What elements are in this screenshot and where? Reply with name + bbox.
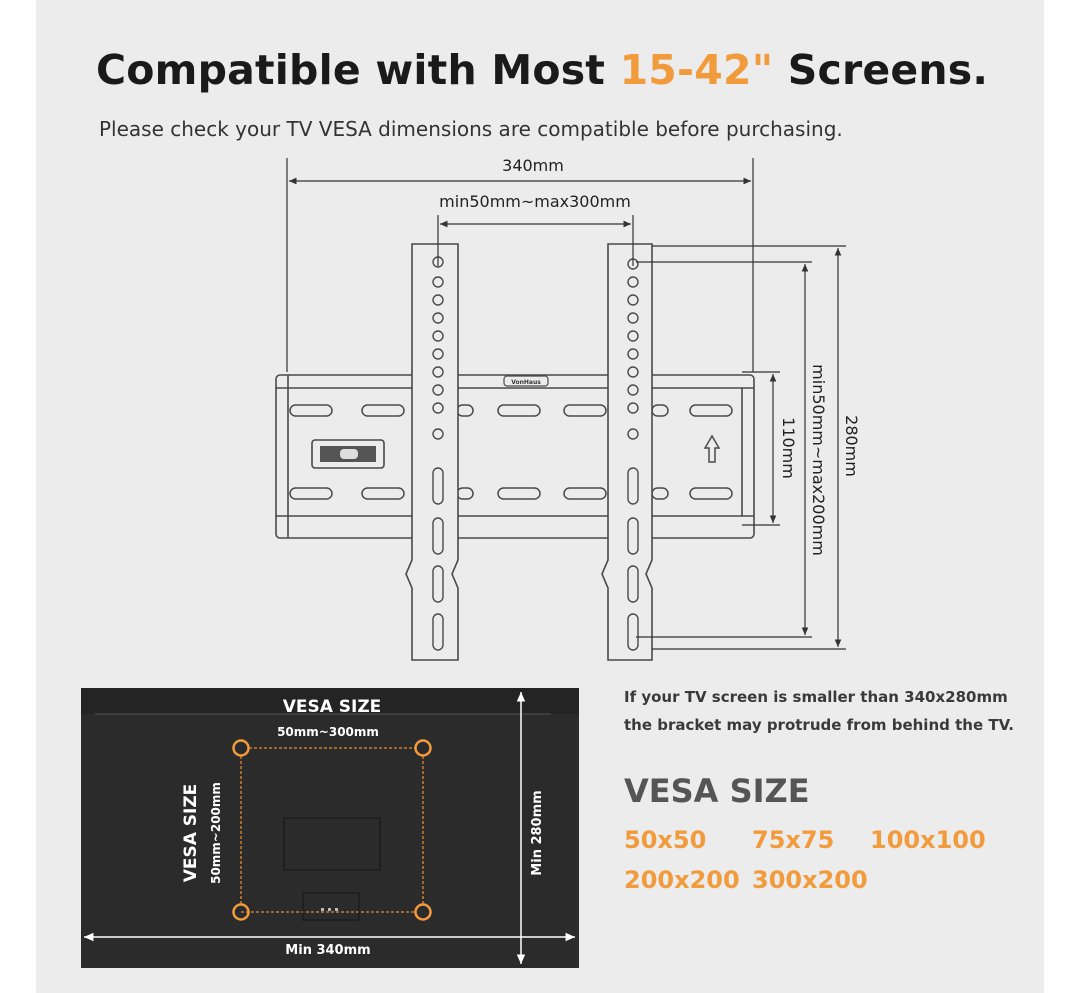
spirit-level-icon (312, 440, 384, 468)
tv-vesa-title: VESA SIZE (282, 697, 382, 717)
vesa-size-item: 75x75 (752, 826, 835, 854)
left-arm (406, 244, 458, 660)
plate-height-label: 110mm (779, 417, 798, 479)
tv-port-dots (321, 908, 338, 911)
plate-slots-top (290, 405, 732, 416)
dimension-lines (287, 158, 846, 649)
note-line-1: If your TV screen is smaller than 340x280mm (624, 688, 1008, 706)
tv-horizontal-range: 50mm~300mm (277, 725, 379, 739)
arm-vertical-label: min50mm~max200mm (809, 364, 828, 556)
vesa-size-heading: VESA SIZE (624, 772, 810, 810)
tv-min-width: Min 340mm (285, 943, 371, 958)
note-line-2: the bracket may protrude from behind the TV. (624, 716, 1014, 734)
tv-min-height: Min 280mm (530, 790, 545, 876)
vesa-size-item: 200x200 (624, 866, 740, 894)
overall-height-label: 280mm (842, 415, 861, 477)
vesa-size-item: 300x200 (752, 866, 868, 894)
headline-prefix: Compatible with Most (96, 46, 620, 94)
up-arrow-icon (705, 436, 719, 462)
plate-slots-bottom (290, 488, 732, 499)
headline-accent: 15-42" (619, 46, 774, 94)
vesa-size-item: 50x50 (624, 826, 707, 854)
right-arm (602, 244, 652, 660)
headline-suffix: Screens. (773, 46, 989, 94)
subtitle: Please check your TV VESA dimensions are compatible before purchasing. (99, 117, 843, 141)
overall-width-label: 340mm (502, 156, 564, 175)
tv-vertical-range: 50mm~200mm (209, 782, 223, 884)
tv-vertical-title: VESA SIZE (181, 783, 201, 883)
brand-mark: VonHaus (511, 379, 541, 386)
vesa-size-item: 100x100 (870, 826, 986, 854)
arm-spacing-label: min50mm~max300mm (439, 192, 631, 211)
tv-vesa-panel (81, 688, 579, 970)
